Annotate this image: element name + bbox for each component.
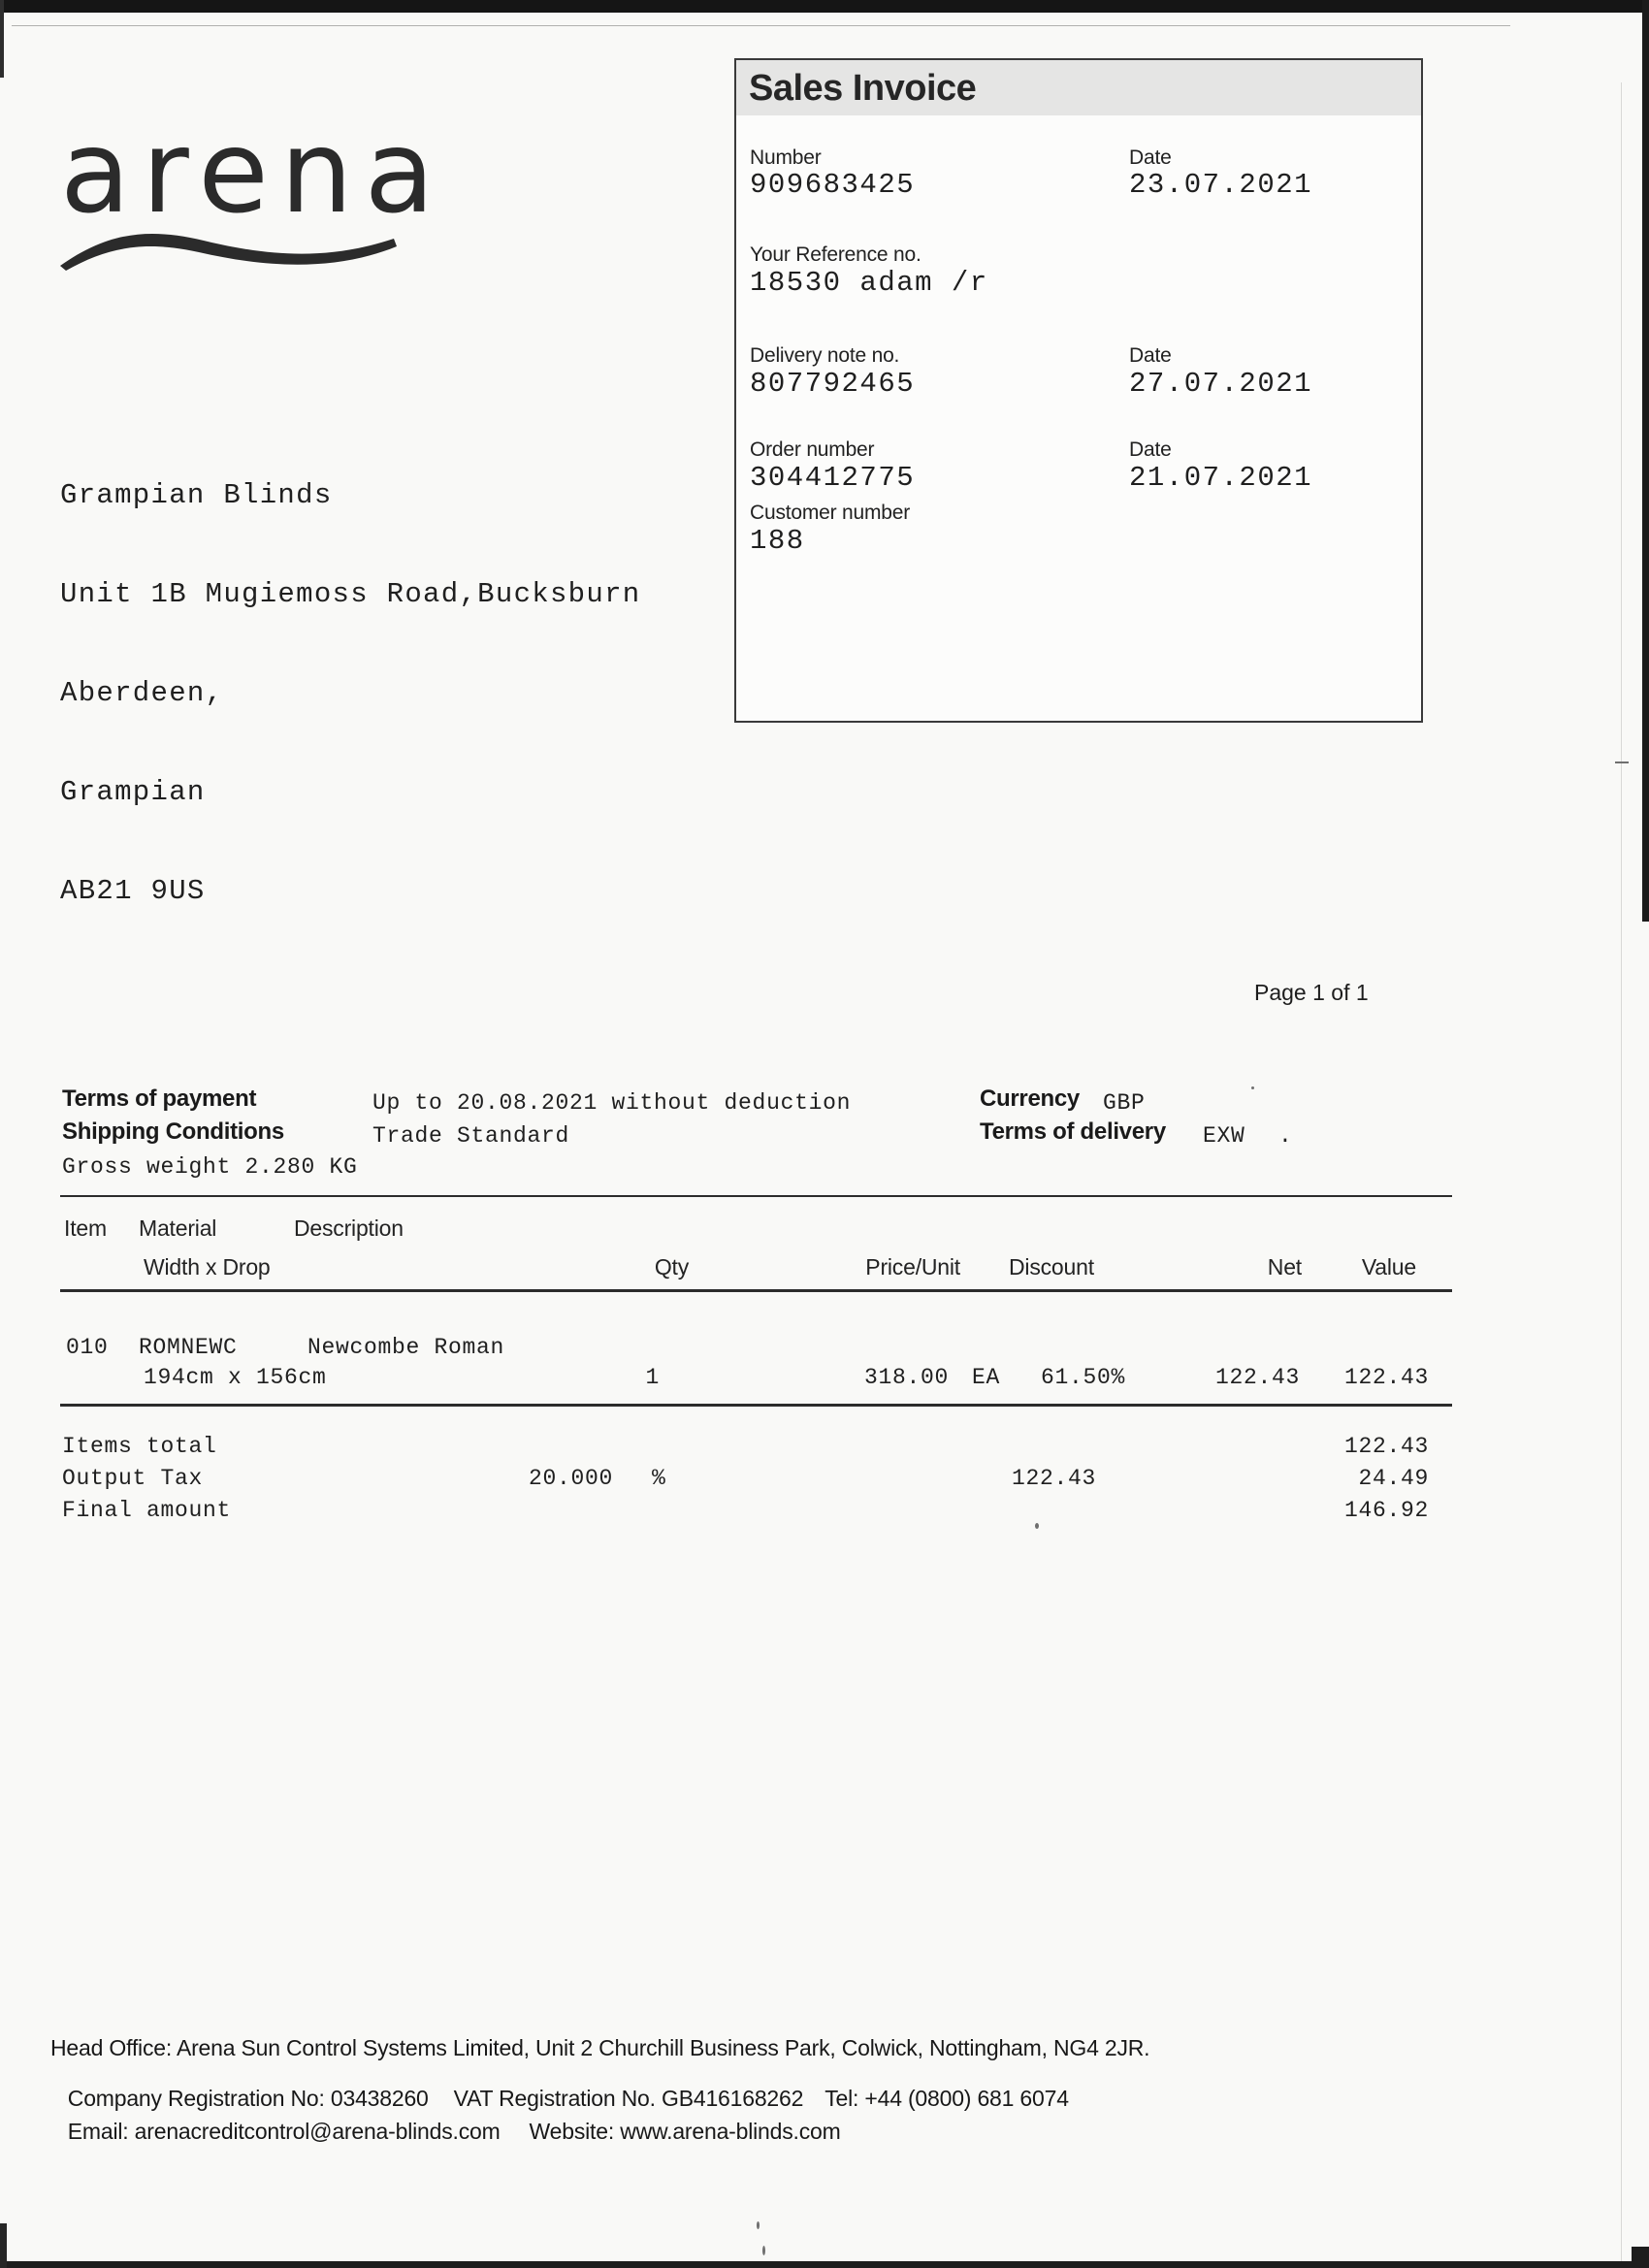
item-value: 122.43 bbox=[1343, 1365, 1429, 1390]
scan-bottom-right-block bbox=[1632, 2247, 1649, 2268]
recipient-line: Grampian Blinds bbox=[60, 479, 333, 511]
item-material: ROMNEWC bbox=[139, 1335, 238, 1360]
item-width-drop: 194cm x 156cm bbox=[144, 1365, 327, 1390]
scan-top-band bbox=[0, 0, 1649, 13]
items-total-value: 122.43 bbox=[1343, 1434, 1429, 1459]
invoice-date-value: 23.07.2021 bbox=[1129, 169, 1313, 201]
footer-website: Website: www.arena-blinds.com bbox=[529, 2119, 841, 2144]
customer-number-value: 188 bbox=[750, 525, 805, 557]
recipient-line: Grampian bbox=[60, 776, 206, 808]
output-tax-amount: 24.49 bbox=[1358, 1466, 1429, 1491]
col-header-discount: Discount bbox=[1009, 1254, 1094, 1280]
col-header-item: Item bbox=[64, 1215, 107, 1241]
currency-label: Currency bbox=[980, 1085, 1080, 1112]
recipient-address bbox=[60, 413, 641, 974]
col-header-value: Value bbox=[1361, 1254, 1416, 1280]
scan-paper-top-edge-line bbox=[12, 25, 1510, 26]
table-header-rule bbox=[60, 1289, 1452, 1292]
gross-weight: Gross weight 2.280 KG bbox=[62, 1154, 358, 1180]
terms-of-payment-value: Up to 20.08.2021 without deduction bbox=[372, 1090, 852, 1116]
item-description: Newcombe Roman bbox=[307, 1335, 505, 1360]
output-tax-percent-sign: % bbox=[652, 1466, 666, 1491]
recipient-line: Unit 1B Mugiemoss Road,Bucksburn bbox=[60, 578, 641, 610]
footer-vat-registration: VAT Registration No. GB416168262 bbox=[453, 2086, 804, 2111]
terms-of-delivery-suffix: . bbox=[1278, 1123, 1293, 1149]
output-tax-rate: 20.000 bbox=[529, 1466, 614, 1491]
item-price-unit: 318.00 bbox=[863, 1365, 949, 1390]
output-tax-label: Output Tax bbox=[62, 1466, 204, 1491]
col-header-price-unit: Price/Unit bbox=[865, 1254, 960, 1280]
scan-speckle bbox=[1035, 1523, 1039, 1529]
terms-of-delivery-label: Terms of delivery bbox=[980, 1118, 1166, 1145]
col-header-qty: Qty bbox=[654, 1254, 689, 1280]
invoice-number-value: 909683425 bbox=[750, 169, 916, 201]
scan-top-left-sliver bbox=[0, 0, 4, 78]
final-amount-value: 146.92 bbox=[1343, 1498, 1429, 1523]
table-item-rule bbox=[60, 1404, 1452, 1407]
col-header-material: Material bbox=[139, 1215, 217, 1241]
scan-bottom-band bbox=[0, 2261, 1649, 2268]
table-top-rule bbox=[60, 1195, 1452, 1197]
shipping-conditions-value: Trade Standard bbox=[372, 1123, 570, 1149]
footer-head-office: Head Office: Arena Sun Control Systems Limited, Unit 2 Churchill Business Park, Colwick, Nottingham, NG4 2JR. bbox=[50, 2035, 1150, 2060]
item-net: 122.43 bbox=[1214, 1365, 1300, 1390]
terms-of-delivery-value: EXW bbox=[1203, 1123, 1245, 1149]
col-header-width-drop: Width x Drop bbox=[144, 1254, 271, 1280]
final-amount-label: Final amount bbox=[62, 1498, 232, 1523]
col-header-net: Net bbox=[1267, 1254, 1302, 1280]
reference-value: 18530 adam /r bbox=[750, 267, 988, 299]
invoice-header-box bbox=[734, 58, 1423, 723]
shipping-conditions-label: Shipping Conditions bbox=[62, 1118, 284, 1145]
delivery-note-label: Delivery note no. bbox=[750, 344, 900, 367]
col-header-description: Description bbox=[294, 1215, 404, 1241]
delivery-date-label: Date bbox=[1129, 344, 1172, 367]
scan-bottom-left-block bbox=[0, 2223, 7, 2268]
footer-company-registration: Company Registration No: 03438260 bbox=[67, 2086, 429, 2111]
order-number-value: 304412775 bbox=[750, 462, 916, 494]
invoice-date-label: Date bbox=[1129, 146, 1172, 169]
invoice-title: Sales Invoice bbox=[749, 68, 977, 109]
currency-value: GBP bbox=[1103, 1090, 1146, 1116]
page-indicator: Page 1 of 1 bbox=[1254, 980, 1369, 1005]
item-unit: EA bbox=[972, 1365, 1001, 1390]
order-number-label: Order number bbox=[750, 438, 875, 461]
item-number: 010 bbox=[66, 1335, 109, 1360]
arena-logo: arena bbox=[60, 105, 446, 239]
scan-paper-right-edge-line bbox=[1621, 82, 1622, 2268]
recipient-line: AB21 9US bbox=[60, 875, 206, 907]
scan-speckle bbox=[757, 2221, 760, 2229]
customer-number-label: Customer number bbox=[750, 502, 911, 524]
invoice-number-label: Number bbox=[750, 146, 822, 169]
order-date-label: Date bbox=[1129, 438, 1172, 461]
footer-email: Email: arenacreditcontrol@arena-blinds.com bbox=[67, 2119, 501, 2144]
item-discount: 61.50% bbox=[1041, 1365, 1126, 1390]
output-tax-base: 122.43 bbox=[1011, 1466, 1096, 1491]
scan-speckle bbox=[1615, 761, 1629, 763]
reference-label: Your Reference no. bbox=[750, 243, 922, 266]
order-date-value: 21.07.2021 bbox=[1129, 462, 1313, 494]
delivery-note-value: 807792465 bbox=[750, 368, 916, 400]
scan-speckle bbox=[762, 2246, 765, 2255]
item-qty: 1 bbox=[645, 1365, 660, 1390]
items-total-label: Items total bbox=[62, 1434, 217, 1459]
terms-of-payment-label: Terms of payment bbox=[62, 1085, 257, 1112]
invoice-title-bar bbox=[736, 60, 1421, 115]
footer-contact-line bbox=[50, 2101, 841, 2162]
arena-logo-swoosh bbox=[58, 221, 400, 272]
scan-speckle bbox=[1251, 1086, 1254, 1089]
scan-right-band bbox=[1642, 0, 1649, 922]
recipient-line: Aberdeen, bbox=[60, 677, 224, 709]
footer-telephone: Tel: +44 (0800) 681 6074 bbox=[824, 2086, 1069, 2111]
delivery-date-value: 27.07.2021 bbox=[1129, 368, 1313, 400]
